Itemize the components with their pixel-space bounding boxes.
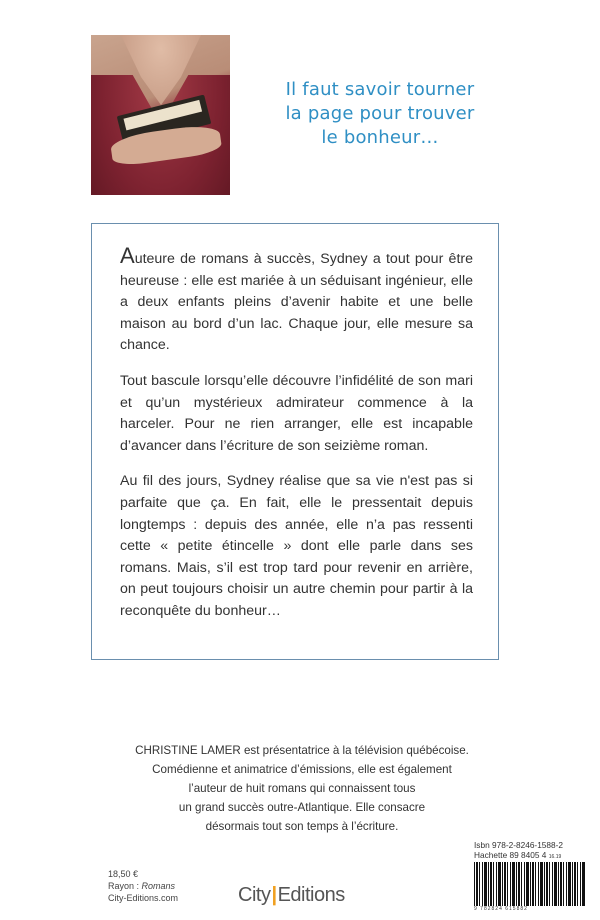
tagline (250, 78, 510, 150)
author-bio (82, 741, 522, 836)
tagline-line: Il faut savoir tourner (285, 79, 475, 100)
hachette-code (474, 850, 586, 862)
bio-line: CHRISTINE LAMER est présentatrice à la télévision québécoise. (135, 744, 469, 757)
logo-editions: Editions (277, 884, 345, 906)
hachette-number: Hachette 89 8405 4 (474, 850, 547, 860)
publisher-website: City-Editions.com (108, 893, 179, 903)
summary-box (91, 223, 499, 660)
rayon-value: Romans (141, 881, 176, 891)
bio-line: Comédienne et animatrice d’émissions, elle est également (152, 763, 452, 776)
woman-reading-book-photo (91, 35, 230, 195)
rayon (108, 880, 178, 892)
bio-line: désormais tout son temps à l’écriture. (205, 820, 399, 833)
summary-paragraph-1 (120, 243, 473, 357)
barcode-icon (474, 862, 586, 906)
isbn-number: Isbn 978-2-8246-1588-2 (474, 840, 564, 850)
rayon-label: Rayon : (108, 881, 142, 891)
bio-line: un grand succès outre-Atlantique. Elle consacre (178, 801, 426, 814)
drop-cap: A (120, 243, 135, 268)
summary-paragraph-3: Au fil des jours, Sydney réalise que sa vie n'est pas si parfaite que ça. En fait, elle le pressentait depuis longtemps : depuis des année, elle n’a pas ressenti cette « petite étincelle » dont elle parle dans ses romans. Mais, s’il est trop tard pour revenir en arrière, on peut toujours choisir un autre chemin pour partir à la reconquête du bonheur… (120, 473, 473, 619)
logo-city: City (238, 884, 271, 906)
tagline-line: le bonheur… (321, 127, 439, 148)
tagline-line: la page pour trouver (285, 103, 475, 124)
barcode-digits: 9 782824 615882 (474, 906, 528, 912)
bio-line: l’auteur de huit romans qui connaissent tous (188, 782, 416, 795)
price-block (108, 868, 178, 904)
summary-paragraph-2: Tout bascule lorsqu’elle découvre l’infidélité de son mari et qu’un mystérieux admirateur commence à la harceler. Pour ne rien arranger, elle est incapable d’avancer dans l’écriture de son seizième roman. (120, 372, 473, 454)
summary-paragraph-1-text: uteure de romans à succès, Sydney a tout pour être heureuse : elle est mariée à un séduisant ingénieur, elle a deux enfants pleins d’avenir habite et une belle maison au bord d’un lac. Chaque jour, elle mesure sa chance. (120, 251, 473, 354)
hachette-small: 16.19 (548, 854, 562, 860)
price: 18,50 € (108, 869, 139, 879)
logo-separator: | (271, 884, 277, 906)
publisher-logo (238, 884, 345, 907)
isbn-block (474, 840, 586, 862)
summary-text (120, 243, 473, 637)
